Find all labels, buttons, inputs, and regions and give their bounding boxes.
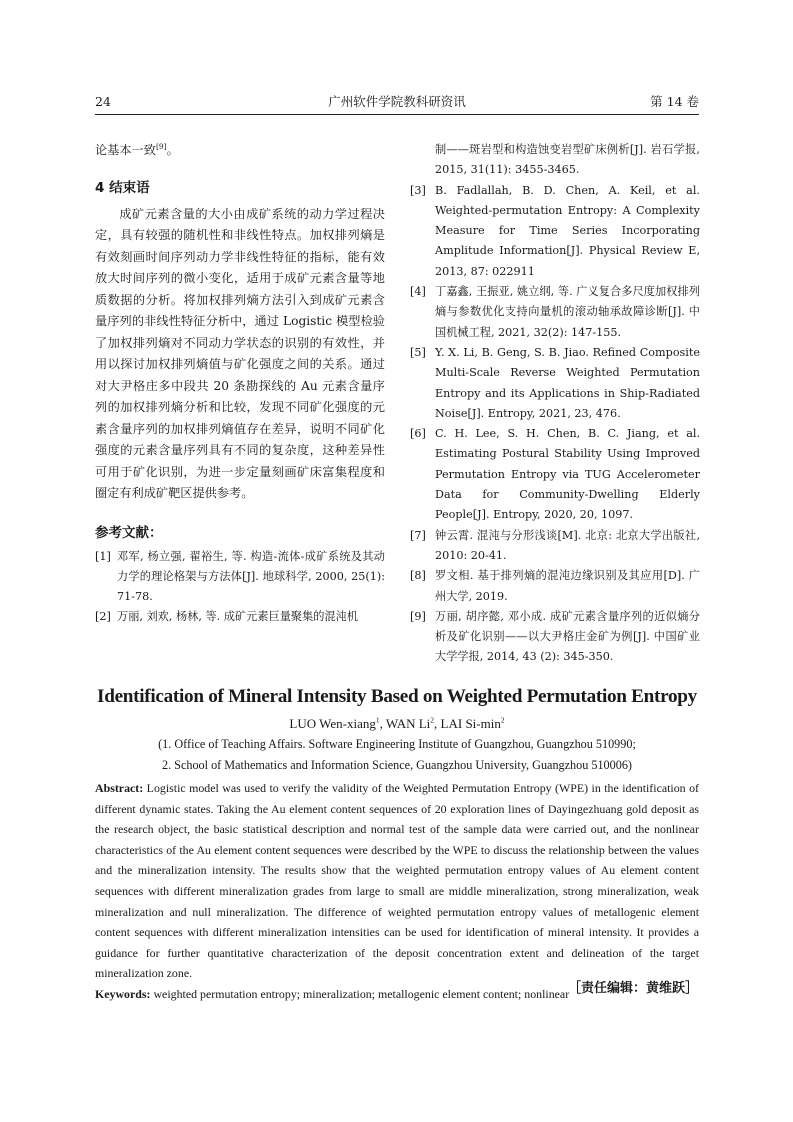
citation-sup[interactable]: [9] xyxy=(155,141,167,151)
reference-item: [6] C. H. Lee, S. H. Chen, B. C. Jiang, et al. Estimating Postural Stability Using Improved Permutation Entropy via TUG Accelerometer Data for Community-Dwelling Elderly People[J]. Entropy, 2020, 20, 1097. xyxy=(410,427,700,522)
reference-item: [8] 罗文相. 基于排列熵的混沌边缘识别及其应用[D]. 广州大学, 2019. xyxy=(410,569,700,603)
journal-title: 广州软件学院教科研资讯 xyxy=(328,94,466,109)
reference-item: [7] 钟云霄. 混沌与分形浅谈[M]. 北京: 北京大学出版社, 2010: 20-41. xyxy=(410,528,700,562)
page-number: 24 xyxy=(95,94,111,109)
section-heading: 4 结束语 xyxy=(95,179,150,196)
lead-paragraph: 论基本一致[9]。 xyxy=(95,141,179,157)
affiliation-2: 2. School of Mathematics and Information Science, Guangzhou University, Guangzhou 510006) xyxy=(161,758,632,772)
reference-item: [3] B. Fadlallah, B. D. Chen, A. Keil, et al. Weighted-permutation Entropy: A Complexity Measure for Time Series Incorporating Amplitude Information[J]. Physical Review E, 2013, 87: 022911 xyxy=(410,183,700,278)
references-heading: 参考文献： xyxy=(95,524,163,541)
volume-label: 第 14 卷 xyxy=(650,94,699,109)
abstract-label: Abstract: xyxy=(95,781,144,795)
english-title: Identification of Mineral Intensity Based on Weighted Permutation Entropy xyxy=(97,686,697,707)
keywords-label: Keywords: xyxy=(95,986,151,1001)
reference-item: [2] 万丽, 刘欢, 杨林, 等. 成矿元素巨量聚集的混沌机 xyxy=(95,610,359,624)
reference-continuation: 制——斑岩型和构造蚀变岩型矿床例析[J]. 岩石学报, 2015, 31(11): 3455-3465. xyxy=(435,143,700,177)
english-abstract-block xyxy=(95,686,699,1005)
reference-item: [4] 丁嘉鑫, 王振亚, 姚立纲, 等. 广义复合多尺度加权排列熵与参数优化支持向量机的滚动轴承故障诊断[J]. 中国机械工程, 2021, 32(2): 147-155. xyxy=(410,285,700,339)
reference-item: [5] Y. X. Li, B. Geng, S. B. Jiao. Refined Composite Multi-Scale Reverse Weighted Permutation Entropy and its Applications in Ship-Radiated Noise[J]. Entropy, 2021, 23, 476. xyxy=(410,345,700,420)
affiliation-1: (1. Office of Teaching Affairs. Software Engineering Institute of Guangzhou, Guangzhou 510990; xyxy=(158,737,636,751)
running-header xyxy=(95,92,699,115)
english-keywords: Keywords: weighted permutation entropy; mineralization; metallogenic element content; nonlinear xyxy=(95,986,570,1001)
english-abstract: Abstract: Logistic model was used to verify the validity of the Weighted Permutation Entropy (WPE) in the identification of different dynamic states. Taking the Au element content sequences of 20 exploration lines of Dayingezhuang gold deposit as the research object, the basic statistical description and normal test of the sample data were carried out, and the nonlinear characteristics of the Au element content sequences were described by the WPE to discuss the relationship between the values and the mineralization intensity. The results show that the weighted permutation entropy values of Au element content sequences with different mineralization grades from large to small are middle mineralization, strong mineralization, weak mineralization and null mineralization. The difference of weighted permutation entropy values of metallogenic element content sequences with different mineralization intensities can be used for identification of mineral intensity. It provides a guidance for further quantitative characterization of the deposit concentration extent and delineation of the target mineralization zone. xyxy=(95,781,699,981)
reference-item: [1] 邓军, 杨立强, 翟裕生, 等. 构造-流体-成矿系统及其动力学的理论格架与方法体[J]. 地球科学, 2000, 25(1): 71-78. xyxy=(95,549,385,604)
editor-note: ［责任编辑：黄维跃］ xyxy=(567,981,698,996)
right-column xyxy=(410,140,700,668)
reference-item: [9] 万丽, 胡序懿, 邓小成. 成矿元素含量序列的近似熵分析及矿化识别——以大尹格庄金矿为例[J]. 中国矿业大学学报, 2014, 43 (2): 345-350. xyxy=(410,609,700,664)
left-column xyxy=(95,140,385,628)
conclusion-paragraph: 成矿元素含量的大小由成矿系统的动力学过程决定，具有较强的随机性和非线性特点。加权排列熵是有效刻画时间序列动力学非线性特征的指标，能有效放大时间序列的微小变化，适用于成矿元素含量等地质数据的分析。将加权排列熵方法引入到成矿元素含量序列的非线性特征分析中，通过 Logistic 模型检验了加权排列熵对不同动力学状态的识别的有效性，并用以探讨加权排列熵值与矿化强度之间的关系。通过对大尹格庄多中段共 20 条勘探线的 Au 元素含量序列的加权排列熵分析和比较，发现不同矿化强度的元素含量序列的加权排列熵值存在差异，说明不同矿化强度的元素含量序列具有不同的复杂度，这种差异性可用于矿化识别，为进一步定量刻画矿床富集程度和圈定有利成矿靶区提供参考。 xyxy=(95,206,385,500)
english-authors: LUO Wen-xiang$^1$, WAN Li$^2$, LAI $Si-\min^2$ xyxy=(289,715,505,731)
